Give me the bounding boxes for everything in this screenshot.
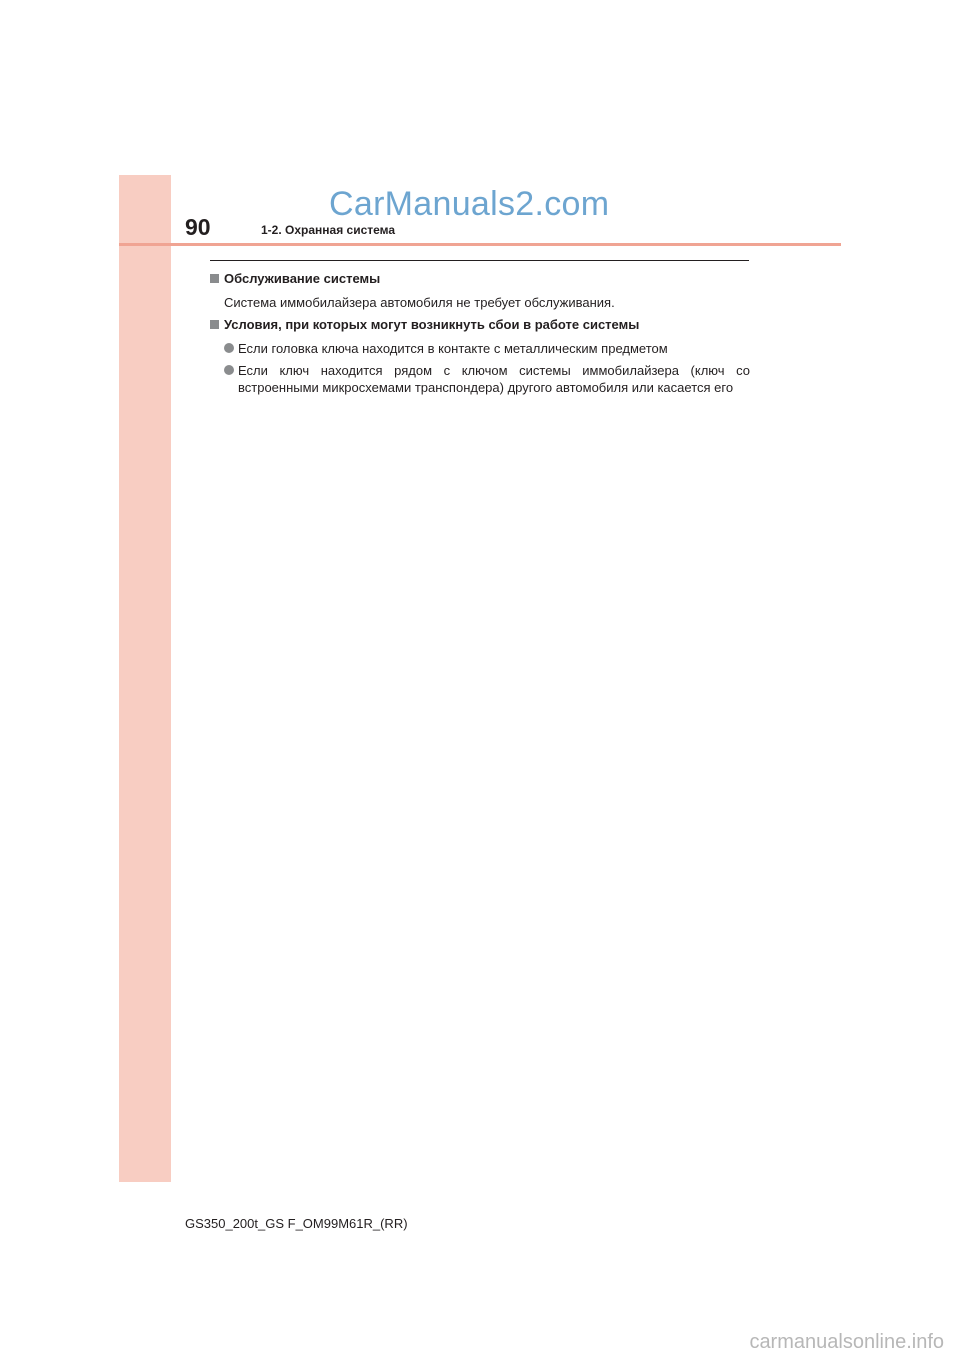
list-item: [224, 362, 750, 396]
heading-conditions: [210, 316, 639, 334]
footer-doc-code: GS350_200t_GS F_OM99M61R_(RR): [185, 1216, 408, 1231]
square-bullet-icon: [210, 274, 219, 283]
paragraph-maintenance: Система иммобилайзера автомобиля не требует обслуживания.: [224, 295, 615, 310]
list-item: [224, 340, 750, 357]
heading-text: Обслуживание системы: [224, 271, 381, 286]
side-tab-band: [119, 175, 171, 1182]
circle-bullet-icon: [224, 343, 234, 353]
section-title: 1-2. Охранная система: [261, 223, 396, 237]
circle-bullet-icon: [224, 365, 234, 375]
heading-text: Условия, при которых могут возникнуть сбои в работе системы: [224, 317, 640, 332]
watermark-logo[interactable]: CarManuals2.com: [329, 185, 610, 223]
header-rule: [119, 243, 841, 246]
page-number: 90: [185, 214, 211, 240]
content-divider: [210, 260, 749, 261]
heading-maintenance: [210, 270, 380, 288]
list-item-text: Если ключ находится рядом с ключом системы иммобилайзера (ключ со встроенными микросхемами транспондера) другого автомобиля или касается его: [238, 363, 750, 395]
list-item-text: Если головка ключа находится в контакте с металлическим предметом: [238, 341, 668, 356]
square-bullet-icon: [210, 320, 219, 329]
bottom-watermark[interactable]: carmanualsonline.info: [749, 1331, 944, 1353]
